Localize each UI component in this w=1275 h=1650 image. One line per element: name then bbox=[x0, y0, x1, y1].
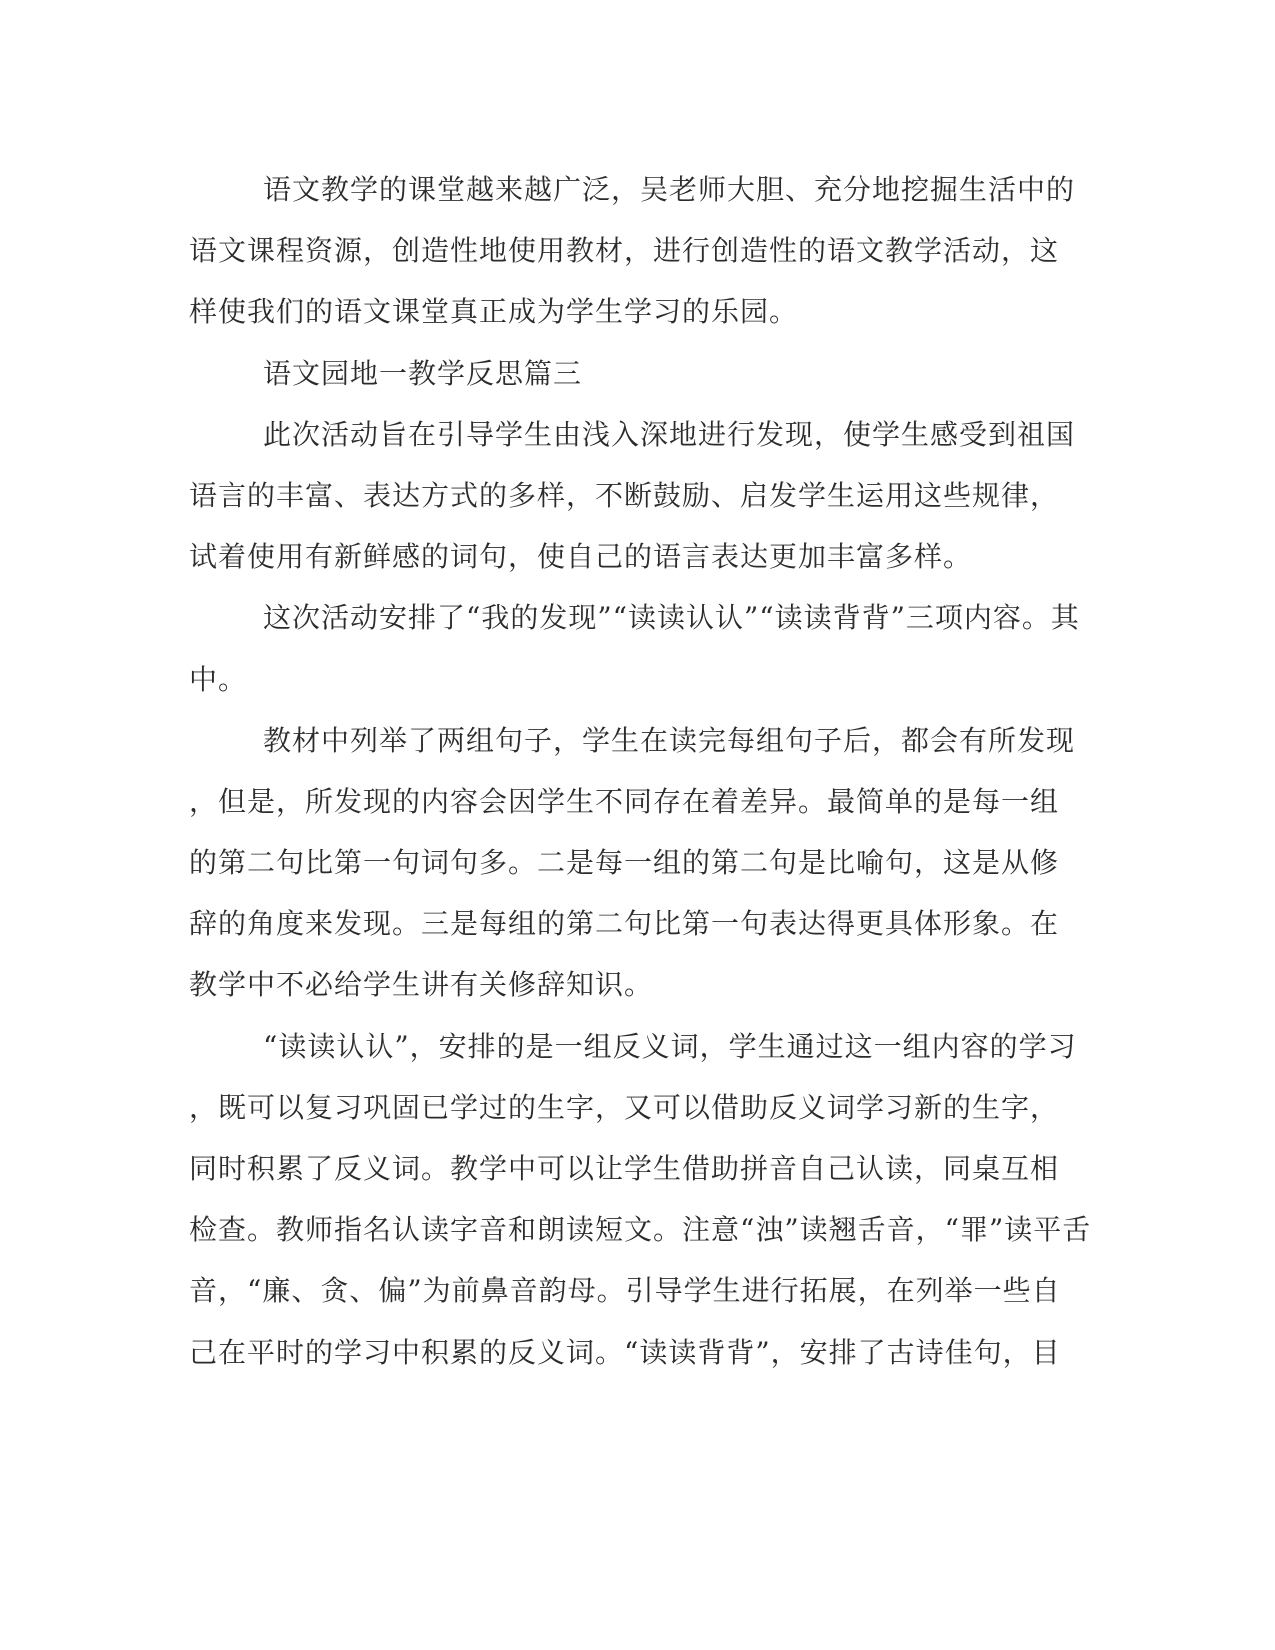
paragraph-4-line-2: ，但是，所发现的内容会因学生不同存在着差异。最简单的是每一组 bbox=[189, 784, 1060, 818]
paragraph-4-line-1: 教材中列举了两组句子，学生在读完每组句子后，都会有所发现 bbox=[263, 723, 1076, 757]
paragraph-5-line-5: 音，“廉、贪、偏”为前鼻音韵母。引导学生进行拓展，在列举一些自 bbox=[189, 1274, 1061, 1308]
paragraph-2-line-2: 语言的丰富、表达方式的多样，不断鼓励、启发学生运用这些规律， bbox=[189, 478, 1060, 512]
section-heading: 语文园地一教学反思篇三 bbox=[263, 356, 583, 390]
paragraph-1-line-1: 语文教学的课堂越来越广泛，吴老师大胆、充分地挖掘生活中的 bbox=[263, 173, 1076, 206]
paragraph-5-line-1: “读读认认”，安排的是一组反义词，学生通过这一组内容的学习 bbox=[263, 1029, 1077, 1063]
paragraph-3-line-1: 这次活动安排了“我的发现”“读读认认”“读读背背”三项内容。其 bbox=[263, 601, 1080, 635]
paragraph-2-line-1: 此次活动旨在引导学生由浅入深地进行发现，使学生感受到祖国 bbox=[263, 417, 1076, 451]
paragraph-1-line-3: 样使我们的语文课堂真正成为学生学习的乐园。 bbox=[189, 295, 799, 329]
paragraph-1-line-2: 语文课程资源，创造性地使用教材，进行创造性的语文教学活动，这 bbox=[189, 234, 1060, 268]
paragraph-5-line-2: ，既可以复习巩固已学过的生字，又可以借助反义词学习新的生字， bbox=[189, 1090, 1060, 1124]
paragraph-2-line-3: 试着使用有新鲜感的词句，使自己的语言表达更加丰富多样。 bbox=[189, 540, 973, 574]
paragraph-5-line-6: 己在平时的学习中积累的反义词。“读读背背”，安排了古诗佳句，目 bbox=[189, 1335, 1061, 1369]
paragraph-4-line-3: 的第二句比第一句词句多。二是每一组的第二句是比喻句，这是从修 bbox=[189, 846, 1060, 880]
paragraph-5-line-4: 检查。教师指名认读字音和朗读短文。注意“浊”读翘舌音，“罪”读平舌 bbox=[189, 1213, 1092, 1247]
document-body bbox=[189, 159, 1092, 1383]
paragraph-4-line-4: 辞的角度来发现。三是每组的第二句比第一句表达得更具体形象。在 bbox=[189, 907, 1060, 941]
paragraph-5-line-3: 同时积累了反义词。教学中可以让学生借助拼音自己认读，同桌互相 bbox=[189, 1152, 1060, 1185]
paragraph-3-line-2: 中。 bbox=[189, 662, 248, 696]
paragraph-4-line-5: 教学中不必给学生讲有关修辞知识。 bbox=[189, 968, 654, 1002]
